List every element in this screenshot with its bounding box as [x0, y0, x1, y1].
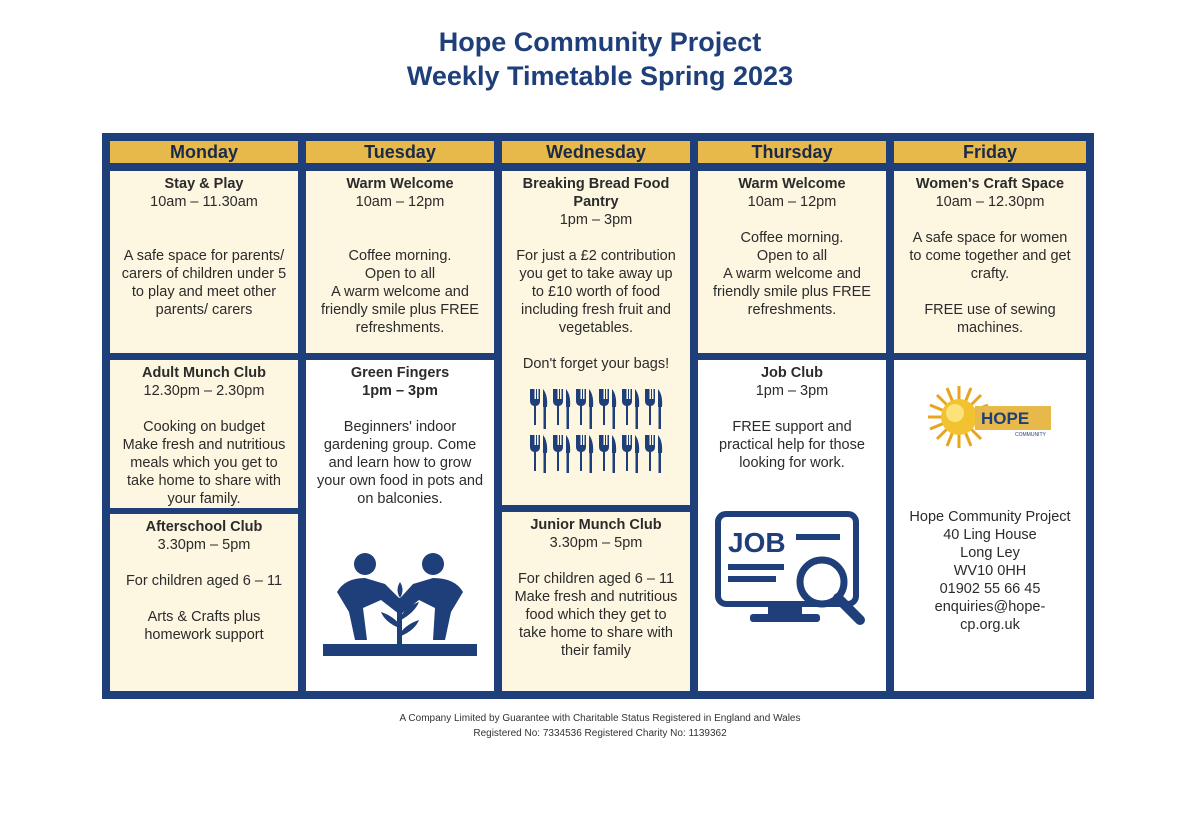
contact-address: 40 Ling House	[943, 527, 1037, 543]
session-text: to £10 worth of food	[531, 284, 661, 300]
session-text: Coffee morning.	[348, 248, 452, 264]
logo-text: HOPE	[981, 409, 1030, 428]
cutlery-icon	[622, 435, 639, 473]
session-stay-play	[110, 171, 298, 353]
cutlery-icon	[553, 389, 570, 429]
contact-phone: 01902 55 66 45	[939, 581, 1041, 597]
session-text: friendly smile plus FREE	[321, 302, 479, 318]
contact-postcode: WV10 0HH	[953, 563, 1027, 579]
hope-logo	[925, 382, 1055, 452]
job-search-icon	[714, 510, 870, 630]
session-text: Open to all	[364, 266, 436, 282]
day-header-monday: Monday	[110, 141, 298, 163]
session-time: 1pm – 3pm	[559, 212, 633, 228]
session-text: take home to share with	[127, 473, 281, 489]
session-title: Job Club	[760, 365, 824, 381]
session-note: Don't forget your bags!	[522, 356, 670, 372]
cutlery-icon	[599, 435, 616, 473]
session-job-club	[698, 360, 886, 691]
session-title: Green Fingers	[350, 365, 450, 381]
session-text: to come together and get	[909, 248, 1071, 264]
session-text: practical help for those	[719, 437, 865, 453]
session-text: your family.	[167, 491, 241, 507]
session-text: Arts & Crafts plus	[147, 609, 261, 625]
day-header-friday: Friday	[894, 141, 1086, 163]
session-text: A warm welcome and	[331, 284, 469, 300]
session-title: Adult Munch Club	[141, 365, 267, 381]
day-header-wednesday: Wednesday	[502, 141, 690, 163]
session-text: Beginners' indoor	[343, 419, 457, 435]
session-text: vegetables.	[558, 320, 634, 336]
cutlery-icon	[622, 389, 639, 429]
session-text: friendly smile plus FREE	[713, 284, 871, 300]
session-text: machines.	[956, 320, 1024, 336]
day-header-thursday: Thursday	[698, 141, 886, 163]
session-title: Breaking Bread Food	[522, 176, 670, 192]
contact-address: Long Ley	[960, 545, 1020, 561]
footer-registration-line: Registered No: 7334536 Registered Charity No: 1139362	[473, 728, 727, 739]
session-text: their family	[560, 643, 632, 659]
cutlery-icon	[645, 435, 662, 473]
cutlery-icon	[645, 389, 662, 429]
session-text: you get to take away up	[519, 266, 673, 282]
session-text: Open to all	[756, 248, 828, 264]
session-text: and learn how to grow	[328, 455, 472, 471]
session-text: refreshments.	[355, 320, 445, 336]
session-text: FREE use of sewing	[924, 302, 1056, 318]
session-time: 10am – 12pm	[355, 194, 445, 210]
footer-company-line: A Company Limited by Guarantee with Charitable Status Registered in England and Wales	[399, 713, 801, 724]
session-green-fingers	[306, 360, 494, 691]
session-time: 3.30pm – 5pm	[549, 535, 643, 551]
contact-panel	[894, 360, 1086, 691]
cutlery-icons	[526, 385, 666, 473]
job-icon-text: JOB	[728, 527, 786, 558]
session-junior-munch-club	[502, 512, 690, 691]
session-adult-munch-club	[110, 360, 298, 508]
session-time: 12.30pm – 2.30pm	[143, 383, 265, 399]
session-text: Cooking on budget	[143, 419, 265, 435]
session-time: 1pm – 3pm	[362, 383, 438, 399]
session-text: A safe space for women	[912, 230, 1068, 246]
session-afterschool-club	[110, 514, 298, 691]
session-title: Pantry	[573, 194, 619, 210]
session-text: A safe space for parents/	[123, 248, 285, 264]
day-header-tuesday: Tuesday	[306, 141, 494, 163]
timetable-grid	[102, 133, 1094, 699]
session-warm-welcome-thursday	[698, 171, 886, 353]
session-text: including fresh fruit and	[521, 302, 671, 318]
session-title: Warm Welcome	[346, 176, 454, 192]
cutlery-icon	[599, 389, 616, 429]
session-title: Warm Welcome	[738, 176, 846, 192]
session-text: For just a £2 contribution	[516, 248, 676, 264]
session-title: Junior Munch Club	[530, 517, 662, 533]
session-text: FREE support and	[732, 419, 852, 435]
session-text: your own food in pots and	[316, 473, 484, 489]
cutlery-icon	[576, 389, 593, 429]
session-time: 1pm – 3pm	[755, 383, 829, 399]
session-text: to play and meet other	[131, 284, 277, 300]
session-text: parents/ carers	[155, 302, 253, 318]
session-text: A warm welcome and	[723, 266, 861, 282]
cutlery-icon	[530, 435, 547, 473]
contact-email: enquiries@hope-	[934, 599, 1046, 615]
contact-org: Hope Community Project	[909, 509, 1071, 525]
session-text: gardening group. Come	[323, 437, 477, 453]
session-text: food which they get to	[525, 607, 667, 623]
session-text: homework support	[144, 627, 264, 643]
session-womens-craft-space	[894, 171, 1086, 353]
session-text: crafty.	[970, 266, 1010, 282]
session-text: on balconies.	[357, 491, 443, 507]
session-title: Women's Craft Space	[915, 176, 1065, 192]
session-text: take home to share with	[519, 625, 673, 641]
logo-subtext: COMMUNITY	[1015, 432, 1046, 438]
session-time: 10am – 12.30pm	[935, 194, 1045, 210]
contact-email: cp.org.uk	[960, 617, 1020, 633]
session-text: refreshments.	[747, 302, 837, 318]
session-text: For children aged 6 – 11	[517, 571, 675, 587]
session-breaking-bread	[502, 171, 690, 505]
session-text: meals which you get to	[130, 455, 278, 471]
session-title: Afterschool Club	[145, 519, 263, 535]
cutlery-icon	[576, 435, 593, 473]
page-subtitle: Weekly Timetable Spring 2023	[406, 61, 794, 91]
cutlery-icon	[530, 389, 547, 429]
session-text: carers of children under 5	[121, 266, 287, 282]
session-text: looking for work.	[739, 455, 845, 471]
session-time: 10am – 12pm	[747, 194, 837, 210]
session-text: Make fresh and nutritious	[122, 437, 286, 453]
session-time: 10am – 11.30am	[150, 194, 258, 210]
session-text: Coffee morning.	[740, 230, 844, 246]
session-title: Stay & Play	[164, 176, 244, 192]
cutlery-icon	[553, 435, 570, 473]
session-text: For children aged 6 – 11	[125, 573, 283, 589]
session-time: 3.30pm – 5pm	[157, 537, 251, 553]
session-warm-welcome-tuesday	[306, 171, 494, 353]
page-title: Hope Community Project	[438, 27, 762, 57]
session-text: Make fresh and nutritious	[514, 589, 678, 605]
gardening-icon	[315, 548, 485, 660]
